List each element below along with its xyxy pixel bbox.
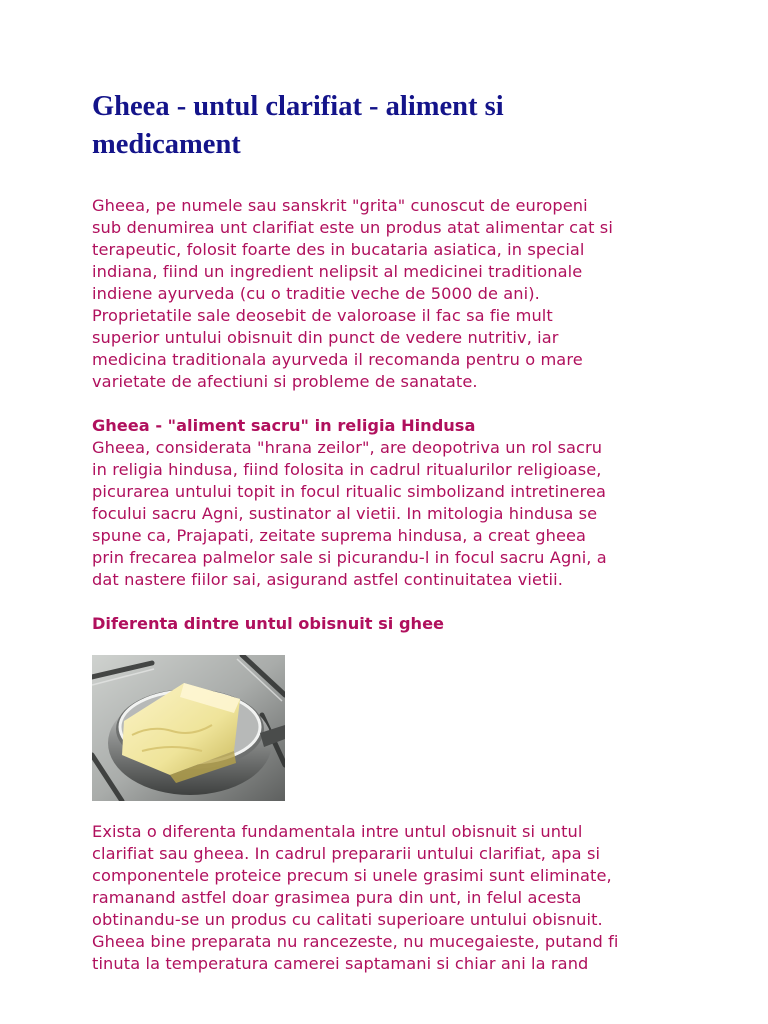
- section-heading-sacred-food: Gheea - "aliment sacru" in religia Hindusa: [92, 416, 476, 435]
- page-title: Gheea - untul clarifiat - aliment si medicament: [92, 91, 504, 160]
- section-body-sacred-food: Gheea, considerata "hrana zeilor", are deopotriva un rol sacru in religia hindusa, fiind folosita in cadrul ritualurilor religioase, picurarea untului topit in focul ritualic simbolizand intretinerea focului sacru Agni, sustinator al vietii. In mitologia hindusa se spune ca, Prajapati, zeitate suprema hindusa, a creat gheea prin frecarea palmelor sale si picurandu-l in focul sacru Agni, a dat nastere fiilor sai, asigurand astfel continuitatea vietii.: [92, 438, 607, 589]
- section-body-difference: Exista o diferenta fundamentala intre untul obisnuit si untul clarifiat sau gheea. In cadrul prepararii untului clarifiat, apa si componentele proteice precum si unele grasimi sunt eliminate, ramanand astfel doar grasimea pura din unt, in felul acesta obtinandu-se un produs cu calitati superioare untului obisnuit. Gheea bine preparata nu rancezeste, nu mucegaieste, putand fi tinuta la temperatura camerei saptamani si chiar ani la rand: [92, 822, 619, 973]
- intro-paragraph: Gheea, pe numele sau sanskrit "grita" cunoscut de europeni sub denumirea unt clarifiat este un produs atat alimentar cat si terapeutic, folosit foarte des in bucataria asiatica, in special indiana, fiind un ingredient nelipsit al medicinei traditionale indiene ayurveda (cu o traditie veche de 5000 de ani). Proprietatile sale deosebit de valoroase il fac sa fie mult superior untului obisnuit din punct de vedere nutritiv, iar medicina traditionala ayurveda il recomanda pentru o mare varietate de afectiuni si probleme de sanatate.: [92, 196, 613, 391]
- section-heading-difference: Diferenta dintre untul obisnuit si ghee: [92, 614, 445, 633]
- ghee-butter-pot-image: [92, 655, 285, 801]
